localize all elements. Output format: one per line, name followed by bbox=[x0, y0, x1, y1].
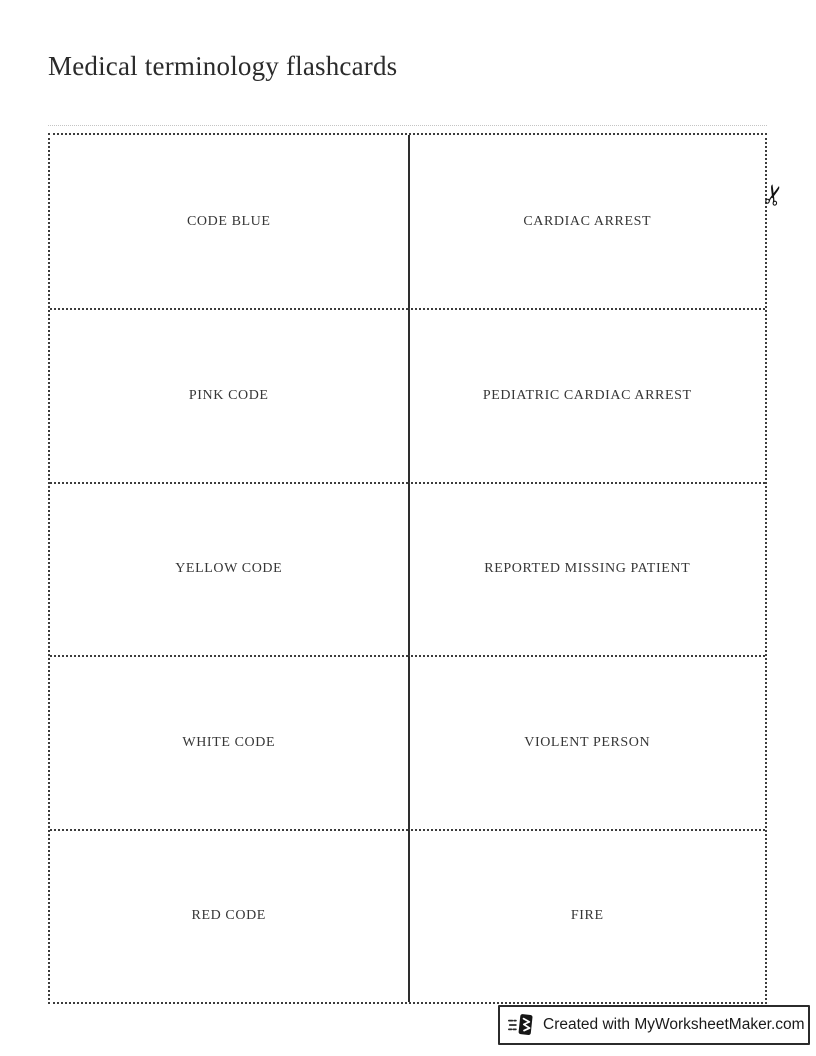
scissors-icon: ✂ bbox=[756, 180, 792, 210]
flashcard-definition: PEDIATRIC CARDIAC ARREST bbox=[408, 308, 766, 481]
flashcard-term: RED CODE bbox=[50, 829, 408, 1002]
credit-badge[interactable] bbox=[498, 1005, 810, 1045]
flashcard-definition: FIRE bbox=[408, 829, 766, 1002]
flashcard-definition: REPORTED MISSING PATIENT bbox=[408, 482, 766, 655]
flashcard-term: CODE BLUE bbox=[186, 213, 271, 229]
page-title: Medical terminology flashcards bbox=[48, 51, 398, 81]
flashcard-definition: CARDIAC ARREST bbox=[408, 135, 766, 308]
flashcard-table bbox=[48, 133, 767, 1004]
flashcard-term: PINK CODE bbox=[50, 308, 408, 481]
flashcard-term: WHITE CODE bbox=[50, 655, 408, 828]
flashcard-term: YELLOW CODE bbox=[50, 482, 408, 655]
worksheetmaker-logo-icon bbox=[508, 1011, 536, 1039]
credit-text: Created with MyWorksheetMaker.com bbox=[543, 1016, 805, 1033]
flashcard-definition: VIOLENT PERSON bbox=[408, 655, 766, 828]
table-outer-faint-border bbox=[48, 125, 767, 126]
